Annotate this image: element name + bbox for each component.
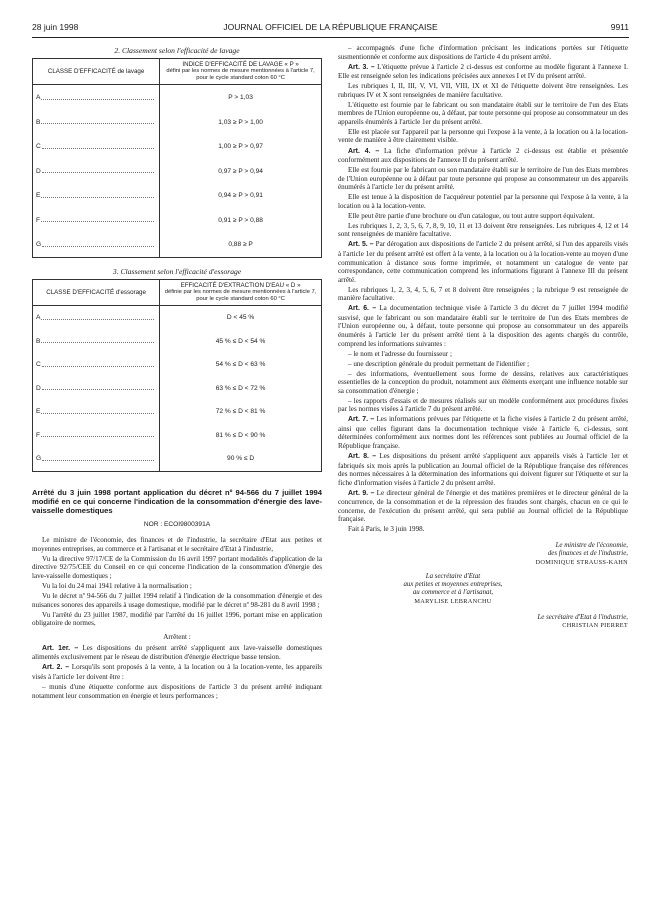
table-cell-value: 0,88 ≥ P [228, 241, 253, 249]
article-4-text: La fiche d'information prévue à l'article 2 ci-dessus est établie et présentée conformément aux dispositions de l'annexe II du présent arrêté. [338, 146, 628, 165]
article-3-text: L'étiquette prévue à l'article 2 ci-dessus est conforme au modèle figurant à l'annexe I. Elle est renseignée selon les indications précisées aux annexes I et IV du présent arrêté. [338, 62, 628, 81]
article-5-text: Par dérogation aux dispositions de l'article 2 du présent arrêté, si l'un des appareils visés à l'article 1er du présent arrêté est offert à la vente, à la location ou à la location-vente au moyen d'une communication à distance sous forme imprimée, et notamment un catalogue de vente par correspondance, cette communication comprend les informations figurant à l'annexe III du présent arrêté. [338, 240, 628, 284]
signature-minister-title-a: Le ministre de l'économie, [555, 541, 628, 549]
article-7-text: Les informations prévues par l'étiquette et la fiche visées à l'article 2 du présent arrêté, ainsi que celles figurant dans la documentation technique visée à l'article 6, ci-dessus, sont déterminées conformément aux normes dont les références sont publiées au Journal officiel de la République française. [338, 415, 629, 451]
table-cell-value: 63 % ≤ D < 72 % [215, 384, 266, 392]
table-cell-value: P > 1,03 [228, 94, 253, 102]
class-letter: A [36, 94, 41, 102]
article-6-text: La documentation technique visée à l'article 3 du décret du 7 juillet 1994 modifié susvisé, que le fabricant ou son mandataire établi sur le territoire de l'un des Etats membres de l'Union européenne ou, à défaut, toute personne qui propose au consommateur un des appareils énumérés à l'article 1er du présent arrêté tient à la disposition des agents chargés du contrôle, comprend les informations suivantes : [338, 304, 628, 348]
signature-industry-title: Le secrétaire d'Etat à l'industrie, [537, 614, 628, 622]
article-1-label: Art. 1er. – [42, 644, 79, 652]
visa-4: Vu l'arrêté du 23 juillet 1987, modifié par l'arrêté du 16 juillet 1996, portant mise en application obligatoire de normes, [32, 610, 322, 628]
signature-secretary-industry [338, 614, 628, 631]
arrete-title: Arrêté du 3 juin 1998 portant application du décret nº 94-566 du 7 juillet 1994 modifié en ce qui concerne l'indication de la consommation d'énergie des lave-vaisselle domestiques [32, 487, 322, 516]
article-3 [338, 63, 628, 81]
table-row [33, 85, 159, 110]
header-date: 28 juin 1998 [32, 22, 79, 32]
table-row [33, 159, 159, 184]
signature-secretary-title-b: aux petites et moyennes entreprises, [403, 581, 503, 589]
class-letter: F [36, 431, 41, 439]
table-lavage-col2-sub: défini par les normes de mesure mentionnées à l'article 7, pour le cycle standard coton 60 °C [166, 68, 315, 82]
left-column [32, 44, 322, 702]
class-letter: C [36, 143, 41, 151]
article-9 [338, 489, 628, 524]
article-9-label: Art. 9. – [348, 489, 375, 497]
article-4-para-c: Elle est tenue à la disposition de l'acquéreur potentiel par la personne qui l'expose à la vente, à la location ou à la location-vente. [338, 193, 628, 210]
table-essorage-col2-header: EFFICACITÉ D'EXTRACTION D'EAU « D » [180, 281, 301, 289]
header-journal-title: JOURNAL OFFICIEL DE LA RÉPUBLIQUE FRANÇAISE [223, 22, 438, 32]
table-row [33, 306, 159, 330]
table-lavage-col2-header-cell [160, 59, 322, 85]
article-9-text: Le directeur général de l'énergie et des matières premières et le directeur général de la concurrence, de la consommation et de la répression des fraudes sont chargés, chacun en ce qui le concerne, de l'exécution du présent arrêté, qui sera publié au Journal officiel de la République française. [338, 488, 628, 524]
visa-1: Vu la directive 97/17/CE de la Commission du 16 avril 1997 portant modalités d'application de la directive 92/75/CEE du Conseil en ce qui concerne l'indication de la consommation d'énergie des lave-vaisselle domestiques ; [32, 554, 322, 580]
table-cell-value: 81 % ≤ D < 90 % [215, 431, 266, 439]
article-5 [338, 240, 628, 284]
page-header [32, 22, 629, 36]
class-letter: A [36, 314, 41, 322]
article-7-label: Art. 7. – [348, 416, 375, 424]
article-6 [338, 304, 628, 348]
article-7 [338, 415, 628, 450]
article-6-item: – le nom et l'adresse du fournisseur ; [348, 349, 452, 358]
signature-secretary-title-c: au commerce et à l'artisanat, [412, 589, 494, 597]
table-cell-value: 90 % ≤ D [227, 455, 255, 463]
article-4-para-b: Elle est fournie par le fabricant ou son mandataire établi sur le territoire de l'un des Etats membres de l'Union européenne ou à défaut par toute personne qui propose au consommateur un des appareils énumérés à l'article 1er du présent arrêté. [338, 166, 628, 192]
visa-3: Vu le décret nº 94-566 du 7 juillet 1994 relatif à l'indication de la consommation d'énergie et des nuisances sonores des appareils à usage domestique, modifié par le décret nº 98-281 du 8 avril 1998 ; [32, 592, 322, 609]
article-2-item-1: – munis d'une étiquette conforme aux dispositions de l'article 3 du présent arrêté indiquant notamment leur consommation en énergie et leurs performances ; [32, 682, 322, 700]
article-2-label: Art. 2. – [42, 664, 70, 672]
article-6-item: – des informations, éventuellement sous forme de dessins, relatives aux caractéristiques essentielles de la conception du produit, notamment aux éléments exerçant une influence notable sur sa consommation d'énergie ; [338, 369, 628, 395]
table-cell-value: 0,97 ≥ P > 0,94 [218, 167, 263, 175]
article-8-text: Les dispositions du présent arrêté s'appliquent aux appareils visés à l'article 1er et fabriqués six mois après la publication au Journal officiel de la République française des références des normes nécessaires à la détermination des informations qui doivent figurer sur l'étiquette et sur la fiche d'information visées à l'article 2 du présent arrêté. [338, 452, 628, 487]
article-3-label: Art. 3. – [348, 63, 375, 71]
class-letter: G [36, 241, 42, 249]
article-4 [338, 147, 628, 165]
header-page-number: 9911 [610, 22, 629, 32]
table-essorage-col2-header-cell [160, 279, 322, 305]
article-6-item: – une description générale du produit permettant de l'identifier ; [348, 359, 530, 368]
arretent-heading: Arrêtent : [163, 632, 191, 641]
table-essorage [32, 279, 322, 472]
article-6-label: Art. 6. – [348, 305, 377, 313]
table-lavage-values [160, 85, 322, 258]
table-cell-value: 72 % ≤ D < 81 % [215, 408, 266, 416]
table-cell-value: D < 45 % [226, 314, 255, 322]
table-cell-value: 1,00 ≥ P > 0,97 [218, 143, 263, 151]
class-letter: E [36, 408, 41, 416]
article-1-text: Les dispositions du présent arrêté s'appliquent aux lave-vaisselle domestiques alimentés exclusivement par le réseau de distribution d'énergie électrique basse tension. [32, 643, 322, 662]
table-essorage-values [160, 306, 322, 472]
table-row [33, 400, 159, 424]
class-letter: D [36, 384, 41, 392]
table-row [33, 232, 159, 257]
header-rule [32, 37, 629, 38]
table-lavage-caption: 2. Classement selon l'efficacité de lavage [114, 46, 240, 55]
table-lavage [32, 58, 322, 258]
table-lavage-classes [33, 85, 160, 258]
table-cell-value: 1,03 ≥ P > 1,00 [218, 118, 263, 126]
article-8-label: Art. 8. – [348, 453, 377, 461]
class-letter: B [36, 118, 41, 126]
table-essorage-caption: 3. Classement selon l'efficacité d'essorage [112, 266, 242, 276]
article-1 [32, 644, 322, 662]
signature-minister-title-b: des finances et de l'industrie, [547, 550, 628, 558]
article-6-item: – les rapports d'essais et de mesures réalisés sur un modèle conformément aux procédures fixées par les normes visées à l'article 7 du présent arrêté. [338, 396, 628, 414]
nor-reference: NOR : ECOI9800391A [143, 521, 211, 529]
table-row [33, 183, 159, 208]
class-letter: G [36, 455, 42, 463]
table-cell-value: 0,94 ≥ P > 0,91 [218, 192, 263, 200]
article-5-label: Art. 5. – [348, 241, 374, 249]
signature-secretary-name: MARYLISE LEBRANCHU [414, 597, 492, 605]
signature-minister [338, 542, 628, 567]
signature-secretary-commerce [338, 573, 628, 606]
table-row [33, 330, 159, 354]
signature-minister-name: DOMINIQUE STRAUSS-KAHN [535, 558, 628, 566]
table-row [33, 208, 159, 233]
table-row [33, 134, 159, 159]
signature-secretary-title-a: La secrétaire d'Etat [425, 572, 481, 580]
article-2-item-2: – accompagnés d'une fiche d'information précisant les indications portées sur l'étiquette susmentionnée et conforme aux dispositions de l'article 4 du présent arrêté. [338, 44, 628, 61]
class-letter: B [36, 337, 41, 345]
table-row [33, 447, 159, 471]
table-lavage-col2-header: INDICE D'EFFICACITÉ DE LAVAGE « P » [182, 61, 299, 68]
class-letter: F [36, 216, 41, 224]
table-cell-value: 54 % ≤ D < 63 % [215, 361, 266, 369]
article-2 [32, 663, 322, 681]
arrete-intro: Le ministre de l'économie, des finances et de l'industrie, la secrétaire d'Etat aux petites et moyennes entreprises, au commerce et à l'artisanat et le secrétaire d'Etat à l'industrie, [32, 536, 322, 553]
table-row [33, 353, 159, 377]
class-letter: C [36, 361, 41, 369]
class-letter: D [36, 167, 41, 175]
article-5-para-b: Les rubriques 1, 2, 3, 4, 5, 6, 7 et 8 doivent être renseignées ; la rubrique 9 est renseignée de manière facultative. [338, 285, 628, 303]
signature-industry-name: CHRISTIAN PIERRET [562, 622, 628, 630]
article-4-label: Art. 4. – [348, 147, 380, 155]
table-essorage-col1-header: CLASSE D'EFFICACITÉ d'essorage [33, 279, 160, 305]
article-4-para-e: Les rubriques 1, 2, 3, 5, 6, 7, 8, 9, 10, 11 et 13 doivent être renseignées. Les rubriques 4, 12 et 14 sont renseignées de manière facultative. [338, 221, 628, 239]
table-essorage-classes [33, 306, 160, 472]
fait-a-paris: Fait à Paris, le 3 juin 1998. [348, 525, 425, 534]
class-letter: E [36, 192, 41, 200]
table-cell-value: 45 % ≤ D < 54 % [215, 337, 266, 345]
table-cell-value: 0,91 ≥ P > 0,88 [218, 216, 263, 224]
article-4-para-d: Elle peut être partie d'une brochure ou d'un catalogue, ou tout autre support équivalent. [348, 211, 595, 220]
article-3-para-d: Elle est placée sur l'appareil par la personne qui l'expose à la vente, à la location ou à la location-vente de manière à être clairement visible. [338, 127, 628, 145]
table-lavage-col1-header: CLASSE D'EFFICACITÉ de lavage [33, 59, 160, 85]
article-3-para-b: Les rubriques I, II, III, V, VI, VII, VIII, IX et XI de l'étiquette doivent être renseignées. Les rubriques IV et X sont renseignées de manière facultative. [338, 82, 628, 99]
table-row [33, 110, 159, 135]
table-row [33, 377, 159, 401]
table-row [33, 424, 159, 448]
article-3-para-c: L'étiquette est fournie par le fabricant ou son mandataire établi sur le territoire de l'un des Etats membres de l'Union européenne ou, à défaut, par toute personne qui propose au consommateur un des appareils énumérés à l'article 1er du présent arrêté. [338, 100, 628, 126]
table-essorage-col2-sub: définie par les normes de mesure mentionnées à l'article 7, pour le cycle standard coton 60 °C [164, 289, 317, 303]
article-8 [338, 452, 628, 487]
article-2-text: Lorsqu'ils sont proposés à la vente, à la location ou à la location-vente, les appareils visés à l'article 1er doivent être : [32, 663, 322, 681]
visa-2: Vu la loi du 24 mai 1941 relative à la normalisation ; [42, 582, 192, 591]
right-column [338, 44, 628, 631]
